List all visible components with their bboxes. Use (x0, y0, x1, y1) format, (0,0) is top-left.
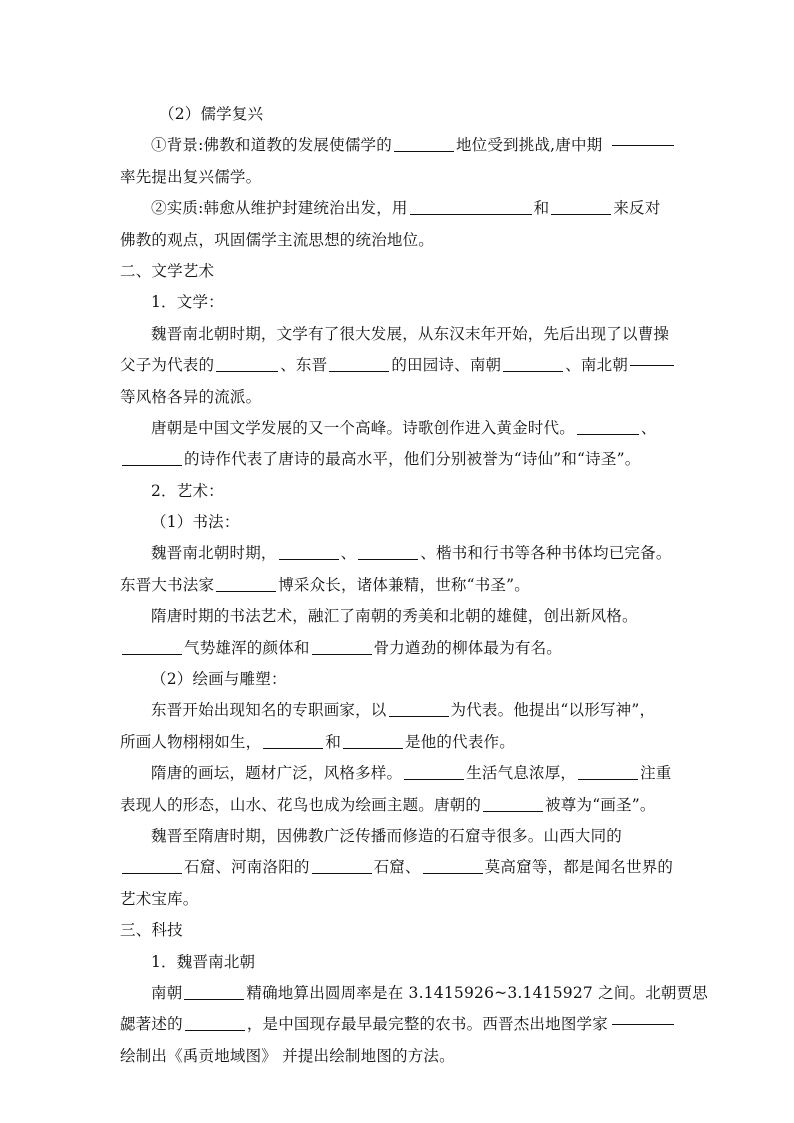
fill-blank[interactable] (483, 796, 543, 812)
section-heading-science-technology: 三、科技 (120, 921, 183, 940)
fill-blank[interactable] (263, 733, 323, 749)
subsection-title-literature: 1．文学： (151, 293, 224, 312)
fill-blank[interactable] (630, 350, 674, 366)
subsection-title-wei-jin-northern-southern: 1．魏晋南北朝 (151, 952, 256, 971)
fill-blank[interactable] (404, 764, 464, 780)
paragraph: 南朝 精确地算出圆周率是在 3.1415926~3.1415927 之间。北朝贾思 (151, 983, 708, 1002)
fill-blank[interactable] (577, 419, 639, 435)
paragraph-continued: 率先提出复兴儒学。 (120, 167, 262, 186)
fill-blank[interactable] (216, 576, 276, 592)
fill-blank[interactable] (612, 130, 674, 146)
paragraph: 隋唐的画坛，题材广泛，风格多样。 生活气息浓厚， 注重 (151, 764, 672, 783)
paragraph-continued: 石窟、河南洛阳的 石窟、 莫高窟等，都是闻名世界的 (120, 852, 676, 883)
fill-blank[interactable] (551, 199, 611, 215)
fill-blank[interactable] (185, 1015, 245, 1031)
fill-blank[interactable] (122, 450, 182, 466)
paragraph: 东晋开始出现知名的专职画家，以 为代表。他提出“以形写神”， (151, 701, 656, 720)
subsection-title-calligraphy: （1）书法： (151, 513, 240, 532)
paragraph-continued: 艺术宝库。 (120, 889, 199, 908)
fill-blank[interactable] (312, 639, 372, 655)
paragraph: 唐朝是中国文学发展的又一个高峰。诗歌创作进入黄金时代。 、 (151, 418, 657, 437)
fill-blank[interactable] (279, 544, 339, 560)
paragraph-continued: 父子为代表的 、东晋 的田园诗、南朝 、南北朝 (120, 350, 676, 381)
paragraph-continued: 东晋大书法家 博采众长，诸体兼精，世称“书圣”。 (120, 575, 530, 594)
fill-blank[interactable] (329, 356, 389, 372)
fill-blank[interactable] (612, 1009, 674, 1025)
fill-blank[interactable] (122, 639, 182, 655)
paragraph: ②实质:韩愈从维护封建统治出发，用 和 来反对 (151, 199, 661, 218)
paragraph-continued: 绘制出《禹贡地域图》 并提出绘制地图的方法。 (120, 1046, 455, 1065)
paragraph-continued: 等风格各异的流派。 (120, 387, 262, 406)
paragraph-continued: 气势雄浑的颜体和 骨力遒劲的柳体最为有名。 (120, 633, 676, 664)
fill-blank[interactable] (184, 984, 244, 1000)
paragraph: 魏晋南北朝时期， 、 、楷书和行书等各种书体均已完备。 (151, 544, 672, 563)
subsection-title-painting-sculpture: （2）绘画与雕塑： (151, 670, 287, 689)
section-title-confucian-revival: （2）儒学复兴 (159, 105, 264, 123)
paragraph-continued: 佛教的观点，巩固儒学主流思想的统治地位。 (120, 230, 435, 249)
fill-blank[interactable] (389, 701, 449, 717)
fill-blank[interactable] (216, 356, 278, 372)
fill-blank[interactable] (503, 356, 563, 372)
fill-blank[interactable] (122, 858, 182, 874)
paragraph: 魏晋南北朝时期，文学有了很大发展，从东汉末年开始，先后出现了以曹操 (151, 324, 670, 343)
fill-blank[interactable] (410, 199, 532, 215)
fill-blank[interactable] (423, 858, 483, 874)
section-heading-literature-art: 二、文学艺术 (120, 261, 215, 280)
paragraph-continued: 的诗作代表了唐诗的最高水平，他们分别被誉为“诗仙”和“诗圣”。 (120, 444, 676, 475)
fill-blank[interactable] (578, 764, 638, 780)
paragraph-continued: 勰著述的 ，是中国现存最早最完整的农书。西晋杰出地图学家 (120, 1009, 676, 1040)
paragraph: 魏晋至隋唐时期，因佛教广泛传播而修造的石窟寺很多。山西大同的 (151, 826, 623, 845)
subsection-title-art: 2．艺术： (151, 481, 224, 500)
fill-blank[interactable] (394, 136, 454, 152)
fill-blank[interactable] (358, 544, 418, 560)
paragraph-continued: 所画人物栩栩如生， 和 是他的代表作。 (120, 732, 515, 751)
fill-blank[interactable] (343, 733, 403, 749)
paragraph: 隋唐时期的书法艺术，融汇了南朝的秀美和北朝的雄健，创出新风格。 (151, 607, 638, 626)
paragraph-continued: 表现人的形态，山水、花鸟也成为绘画主题。唐朝的 被尊为“画圣”。 (120, 795, 656, 814)
fill-blank[interactable] (312, 858, 372, 874)
paragraph: ①背景:佛教和道教的发展使儒学的 地位受到挑战,唐中期 (120, 130, 676, 161)
